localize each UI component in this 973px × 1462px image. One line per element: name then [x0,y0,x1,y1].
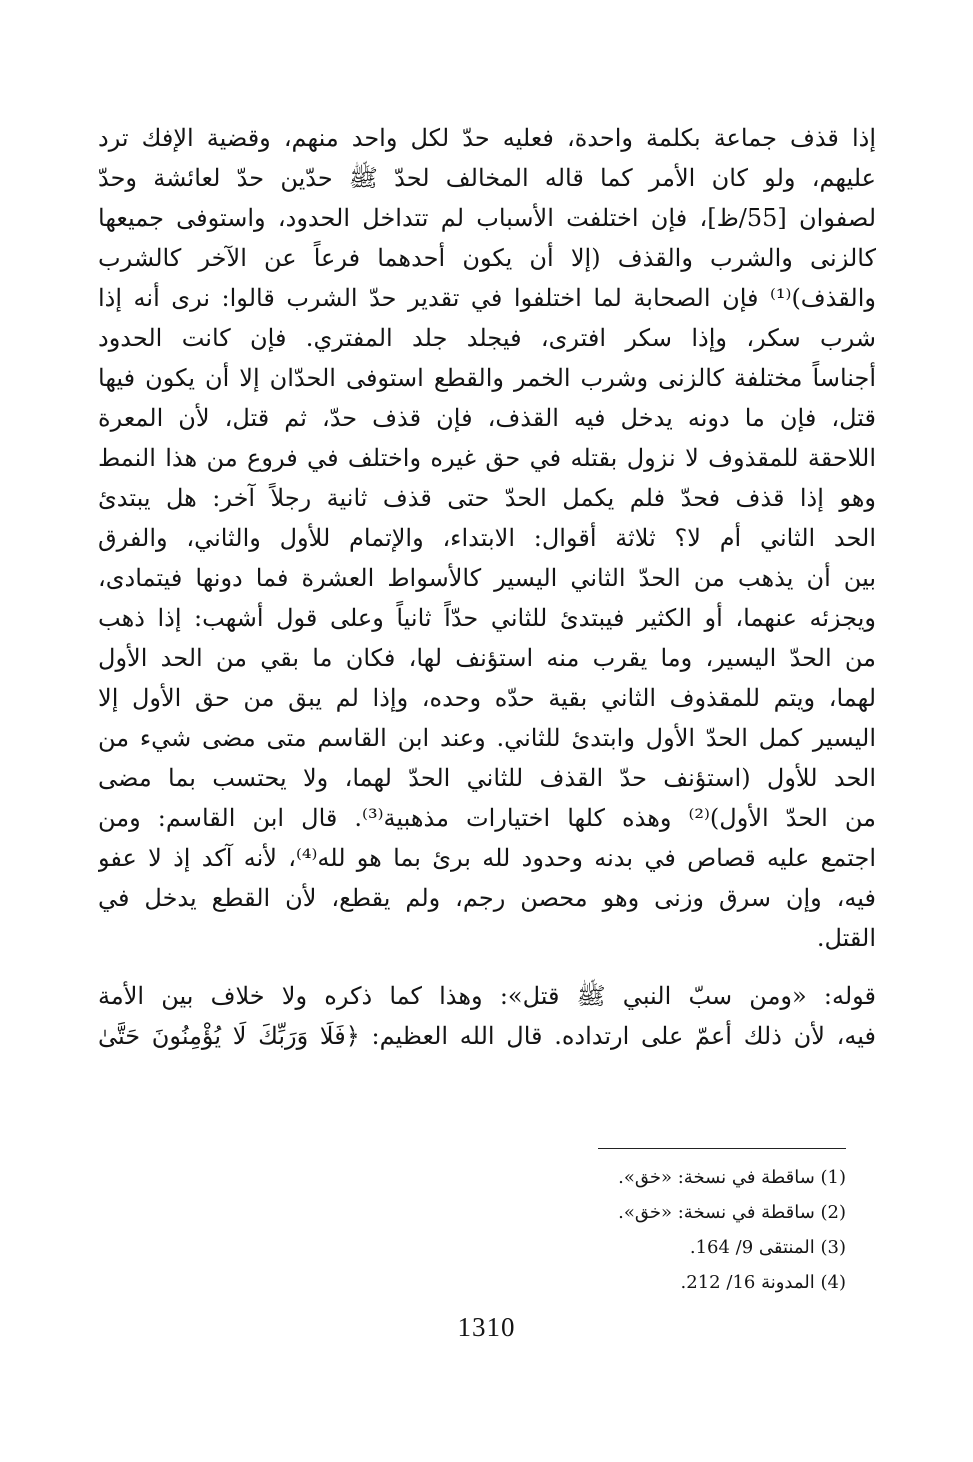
text-line: شرب سكر، وإذا سكر افترى، فيجلد جلد المفتري. فإن كانت الحدود [98,324,876,352]
text-line: لهما، ويتم للمقذوف الثاني بقية حدّه وحده، وإذا لم يبق من حق الأول إلا [98,684,876,712]
page-number: 1310 [457,1312,516,1342]
text-line: اليسير كمل الحدّ الأول وابتدئ للثاني. وعند ابن القاسم متى مضى شيء من [98,724,876,752]
text-line: الحد الثاني أم لا؟ ثلاثة أقوال: الابتداء، والإتمام للأول والثاني، والفرق [98,524,876,552]
text-line: أجناساً مختلفة كالزنى وشرب الخمر والقطع استوفى الحدّان إلا أن يكون فيها [98,364,876,392]
text-line: لصفوان [55/ظ]، فإن اختلفت الأسباب لم تتداخل الحدود، واستوفى جميعها [98,204,876,232]
text-line: اللاحقة للمقذوف لا نزول بقتله في حق غيره واختلف في فروع من هذا النمط [98,444,876,472]
text-line: من الحدّ اليسير، وما يقرب منه استؤنف لها، فكان ما بقي من الحد الأول [98,644,876,672]
text-line: والقذف)⁽¹⁾ فإن الصحابة لما اختلفوا في تقدير حدّ الشرب قالوا: نرى أنه إذا [98,284,876,312]
text-line: الحد للأول (استؤنف حدّ القذف للثاني الحدّ لهما، ولا يحتسب بما مضى [98,764,876,792]
text-line: فيه، لأن ذلك أعمّ على ارتداده. قال الله العظيم: ﴿فَلَا وَرَبِّكَ لَا يُؤْمِنُونَ حَتَّىٰ [98,1022,876,1050]
text-line: قوله: «ومن سبّ النبي ﷺ قتل»: وهذا كما ذكره ولا خلاف بين الأمة [98,982,876,1010]
text-line: ويجزئه عنهما، أو الكثير فيبتدئ للثاني حدّاً ثانياً وعلى قول أشهب: إذا ذهب [98,604,876,632]
text-line: إذا قذف جماعة بكلمة واحدة، فعليه حدّ لكل واحد منهم، وقضية الإفك ترد [98,124,876,152]
text-line: كالزنى والشرب والقذف (إلا أن يكون أحدهما فرعاً عن الآخر كالشرب [98,244,876,272]
footnote-separator [598,1148,846,1149]
main-text-block [98,118,876,1056]
footnote: (2) ساقطة في نسخة: «خق». [618,1202,846,1223]
footnotes [400,1160,846,1300]
text-line: قتل، فإن ما دونه يدخل فيه القذف، فإن قذف حدّ، ثم قتل، لأن المعرة [98,404,876,432]
text-line: اجتمع عليه قصاص في بدنه وحدود لله برئ بما هو لله⁽⁴⁾، لأنه آكد إذ لا عفو [98,844,876,872]
text-line: بين أن يذهب من الحدّ الثاني اليسير كالأسواط العشرة فما دونها فيتمادى، [98,564,876,592]
text-line: القتل. [816,924,876,952]
footnote: (3) المنتقى 9/ 164. [689,1237,846,1258]
text-line: من الحدّ الأول)⁽²⁾ وهذه كلها اختيارات مذهبية⁽³⁾. قال ابن القاسم: ومن [98,804,876,832]
text-line: وهو إذا قذف فحدّ فلم يكمل الحدّ حتى قذف ثانية رجلاً آخر: هل يبتدئ [98,484,876,512]
footnote: (1) ساقطة في نسخة: «خق». [618,1167,846,1188]
footnote: (4) المدونة 16/ 212. [680,1272,846,1293]
text-line: عليهم، ولو كان الأمر كما قاله المخالف لحدّ ﷺ حدّين حدّ لعائشة وحدّ [98,164,876,192]
paragraph-gap [98,958,876,976]
text-line: فيه، وإن سرق وزنى وهو محصن رجم، ولم يقطع، لأن القطع يدخل في [98,884,876,912]
